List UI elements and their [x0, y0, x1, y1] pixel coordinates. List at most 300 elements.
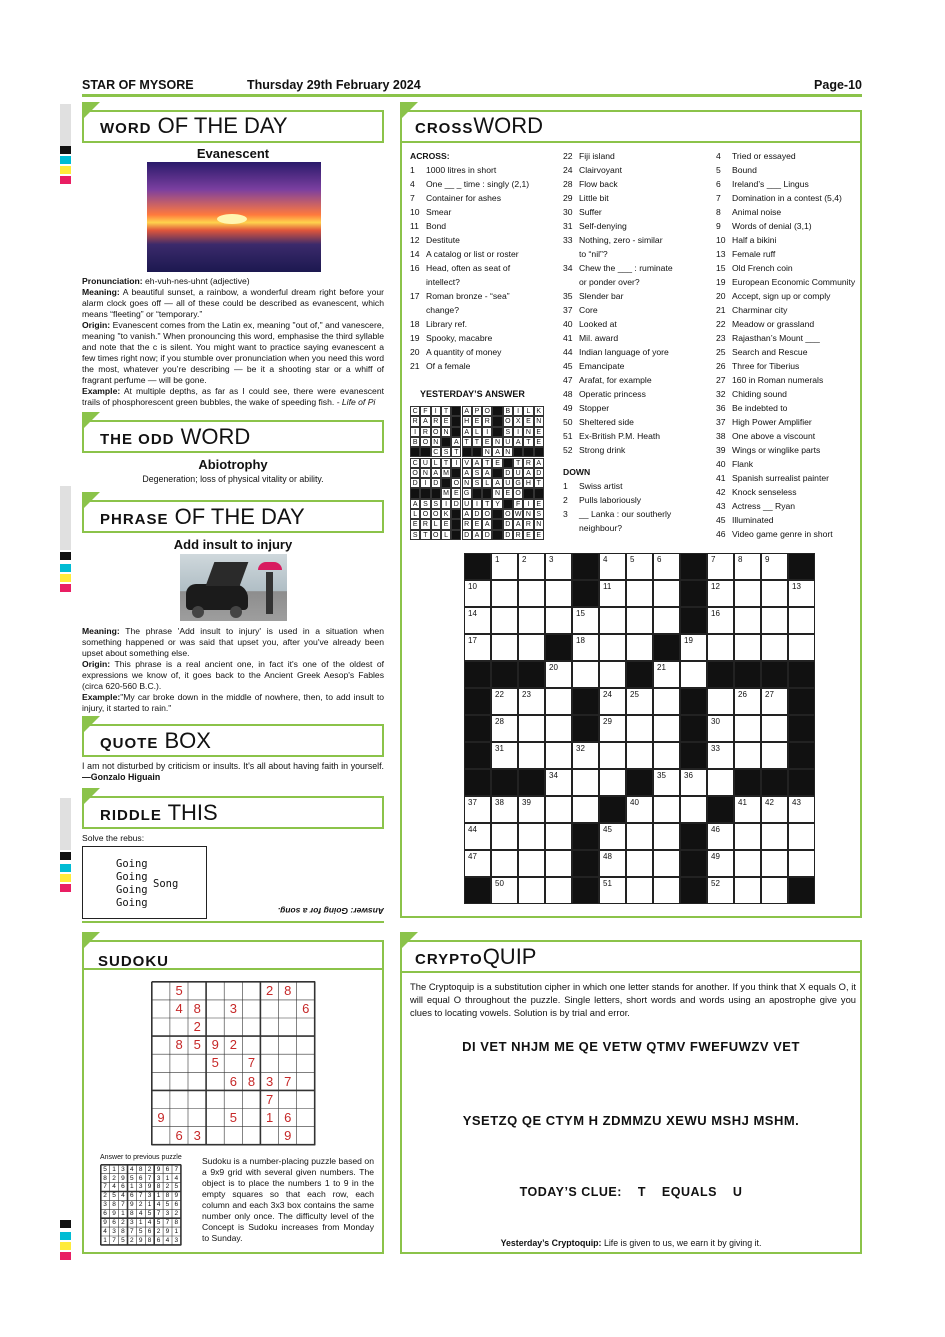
crossword-cell[interactable] — [653, 553, 680, 580]
crossword-cell[interactable] — [518, 634, 545, 661]
crossword-cell[interactable] — [572, 769, 599, 796]
answer-cell: T — [441, 406, 451, 416]
sudoku-answer-cell: 8 — [129, 1210, 134, 1218]
sudoku-answer-cell: 5 — [174, 1183, 179, 1191]
answer-cell: R — [420, 427, 430, 437]
cell-number: 2 — [522, 555, 527, 564]
crossword-cell[interactable] — [518, 553, 545, 580]
crossword-cell — [734, 661, 761, 688]
answer-cell: O — [410, 468, 420, 478]
answer-cell: N — [523, 427, 533, 437]
crossword-cell[interactable] — [788, 823, 815, 850]
crossword-cell — [518, 769, 545, 796]
answer-cell: D — [431, 478, 441, 488]
clue: 1 Swiss artist — [563, 481, 623, 491]
clue: 43 Actress __ Ryan — [716, 501, 796, 511]
crossword-cell[interactable] — [653, 877, 680, 904]
crossword-cell[interactable] — [572, 742, 599, 769]
cell-number: 42 — [765, 798, 774, 807]
reg-mark-magenta — [60, 176, 71, 184]
crossword-cell[interactable] — [788, 796, 815, 823]
crossword-cell[interactable] — [734, 850, 761, 877]
reg-mark-cyan — [60, 564, 71, 572]
answer-cell: W — [514, 511, 522, 518]
crossword-cell[interactable] — [545, 877, 572, 904]
clue: 49 Stopper — [563, 403, 610, 413]
sudoku-answer-cell: 1 — [121, 1210, 125, 1218]
clue: 44 Indian language of yore — [563, 347, 669, 357]
sudoku-answer-cell: 2 — [156, 1227, 161, 1235]
crossword-cell[interactable] — [707, 580, 734, 607]
crossword-cell[interactable] — [680, 634, 707, 661]
crossword-cell[interactable] — [707, 634, 734, 661]
answer-cell: S — [410, 530, 420, 540]
clue: 36 Be indebted to — [716, 403, 788, 413]
crossword-cell[interactable] — [734, 580, 761, 607]
word-of-day-body: Pronunciation: eh-vuh-nes-uhnt (adjective) Meaning: A beautiful sunset, a rainbow, a wonderful dream right before your alarm clock goes off — all of these could be described as evanescent, which means “fleeting” or “temporary.” Origin: Evanescent comes from the Latin ex, meaning "out of," and vanescere, meaning "to vanish." When pronouncing this word, emphasise the third syllable and note that the c is silent. You might want to practice saying evanescent a few times right now; if you stumble over pronunciation when you need this word the most, whatever you’re describing — be it a shooting star or a whiff of fragrant perfume — will be gone. Example: At multiple depths, as far as I could see, there were evanescent trails of phosphorescent green bubbles, the wake of speeding fish. - Life of Pi — [82, 276, 384, 407]
reg-mark-yellow — [60, 166, 71, 174]
crossword-cell[interactable] — [653, 823, 680, 850]
crossword-cell[interactable] — [545, 661, 572, 688]
cell-number: 35 — [657, 771, 666, 780]
clue: 34 Chew the ___ : ruminate — [563, 263, 673, 273]
crossword-cell[interactable] — [545, 688, 572, 715]
clue: 6 Ireland’s ___ Lingus — [716, 179, 809, 189]
riddle-title: RIDDLE THIS — [100, 800, 218, 825]
crossword-cell[interactable] — [761, 688, 788, 715]
clue: 4 One __ _ time : singly (2,1) — [410, 179, 530, 189]
answer-cell — [410, 447, 420, 457]
crossword-cell[interactable] — [545, 607, 572, 634]
clue: 50 Sheltered side — [563, 417, 634, 427]
crossword-cell[interactable] — [464, 850, 491, 877]
crossword-cell — [464, 661, 491, 688]
sudoku-answer-cell: 6 — [112, 1219, 116, 1226]
crossword-cell[interactable] — [545, 769, 572, 796]
sudoku-answer-cell: 6 — [129, 1192, 134, 1200]
answer-cell: X — [513, 416, 523, 426]
crossword-cell[interactable] — [626, 688, 653, 715]
cell-number: 10 — [468, 582, 477, 591]
clue: 41 Spanish surrealist painter — [716, 473, 829, 483]
sudoku-answer-cell: 9 — [138, 1236, 143, 1244]
cell-number: 15 — [576, 609, 585, 618]
cell-number: 43 — [792, 798, 801, 807]
sudoku-description: Sudoku is a number-placing puzzle based on a 9x9 grid with several given numbers. The object is to place the numbers 1 to 9 in the empty squares so that each row, each column and each 3x3 box contains the same number only once. The difficulty level of the Concept is Sudoku increases from Monday to Sunday. — [202, 1156, 374, 1243]
answer-cell: L — [431, 519, 441, 529]
crossword-cell[interactable] — [464, 580, 491, 607]
sudoku-given: 8 — [247, 1073, 256, 1089]
cell-number: 19 — [684, 636, 693, 645]
clue: 21 Charminar city — [716, 305, 788, 315]
answer-cell: I — [431, 406, 441, 416]
sudoku-answer-cell: 3 — [138, 1183, 143, 1191]
cell-number: 1 — [495, 555, 500, 564]
crossword-cell[interactable] — [626, 823, 653, 850]
answer-cell: E — [523, 530, 533, 540]
crossword-cell — [788, 661, 815, 688]
answer-cell: T — [472, 437, 482, 447]
yesterday-cryptoquip: Yesterday’s Cryptoquip: Life is given to us, we earn it by giving it. — [500, 1238, 762, 1248]
crossword-cell[interactable] — [599, 580, 626, 607]
answer-cell: K — [441, 509, 451, 519]
crossword-cell[interactable] — [707, 769, 734, 796]
answer-cell — [462, 447, 472, 457]
crossword-cell[interactable] — [491, 580, 518, 607]
cryptoquip-line-2: YSETZQ QE CTYM H ZDMMZU XEWU MSHJ MSHM. — [462, 1113, 800, 1128]
clue: 23 Rajasthan’s Mount ___ — [716, 333, 820, 343]
crossword-cell — [572, 553, 599, 580]
crossword-cell[interactable] — [761, 553, 788, 580]
crossword-cell[interactable] — [599, 742, 626, 769]
cell-number: 39 — [522, 798, 531, 807]
answer-cell: I — [441, 499, 451, 509]
crossword-cell[interactable] — [599, 823, 626, 850]
crossword-cell[interactable] — [626, 580, 653, 607]
answer-cell: E — [472, 416, 482, 426]
cell-number: 8 — [738, 555, 743, 564]
crossword-cell[interactable] — [653, 715, 680, 742]
crossword-cell[interactable] — [653, 850, 680, 877]
answer-cell — [492, 530, 502, 540]
answer-cell: L — [523, 406, 533, 416]
sudoku-answer-cell: 4 — [103, 1227, 107, 1235]
crossword-cell[interactable] — [734, 607, 761, 634]
crossword-cell[interactable] — [734, 688, 761, 715]
crossword-cell[interactable] — [734, 796, 761, 823]
answer-cell: L — [472, 427, 482, 437]
reg-mark-magenta — [60, 584, 71, 592]
clue: 42 Knock senseless — [716, 487, 797, 497]
sudoku-answer-cell: 7 — [174, 1165, 179, 1173]
cell-number: 31 — [495, 744, 504, 753]
answer-cell: I — [410, 427, 420, 437]
crossword-cell — [680, 715, 707, 742]
answer-cell: L — [482, 478, 492, 488]
crossword-cell — [707, 796, 734, 823]
answer-cell: A — [472, 530, 482, 540]
clue: 11 Bond — [410, 221, 447, 231]
answer-cell: E — [534, 530, 544, 540]
crossword-cell — [788, 715, 815, 742]
clue: 47 Arafat, for example — [563, 375, 652, 385]
sudoku-answer-cell: 6 — [147, 1227, 152, 1235]
crossword-cell[interactable] — [761, 715, 788, 742]
crossword-cell[interactable] — [599, 661, 626, 688]
answer-cell — [534, 447, 544, 457]
crossword-cell[interactable] — [491, 742, 518, 769]
crossword-cell[interactable] — [734, 823, 761, 850]
crossword-cell[interactable] — [707, 607, 734, 634]
answer-cell — [472, 447, 482, 457]
sudoku-answer-cell: 2 — [147, 1165, 152, 1173]
crossword-cell[interactable] — [788, 634, 815, 661]
cell-number: 38 — [495, 798, 504, 807]
reg-mark-cyan — [60, 1232, 71, 1240]
crossword-cell[interactable] — [599, 688, 626, 715]
answer-cell: N — [420, 468, 430, 478]
car-breakdown-image — [180, 554, 287, 621]
answer-cell: M — [441, 468, 451, 478]
answer-cell — [503, 458, 513, 468]
clue: 2 Pulls laboriously — [563, 495, 642, 505]
crossword-cell — [464, 553, 491, 580]
margin-bar — [60, 104, 71, 146]
riddle-bottom-rule — [82, 921, 384, 923]
crossword-cell[interactable] — [572, 634, 599, 661]
answer-cell: O — [420, 437, 430, 447]
crossword-cell[interactable] — [653, 796, 680, 823]
answer-cell: T — [523, 437, 533, 447]
answer-cell: A — [451, 437, 461, 447]
clue: 9 Words of denial (3,1) — [716, 221, 812, 231]
phrase-of-day-phrase: Add insult to injury — [173, 537, 293, 552]
crossword-cell[interactable] — [599, 850, 626, 877]
crossword-cell[interactable] — [680, 796, 707, 823]
crossword-cell[interactable] — [761, 850, 788, 877]
crossword-cell[interactable] — [788, 580, 815, 607]
clue: 19 European Economic Community — [716, 277, 856, 287]
reg-mark-cyan — [60, 864, 71, 872]
answer-cell: T — [482, 499, 492, 509]
answer-cell: E — [534, 437, 544, 447]
answer-cell: M — [441, 488, 451, 498]
answer-cell: T — [441, 458, 451, 468]
crossword-cell[interactable] — [761, 796, 788, 823]
sudoku-answer-cell: 3 — [165, 1210, 170, 1218]
crossword-cell[interactable] — [491, 634, 518, 661]
margin-bar — [60, 798, 71, 850]
crossword-cell[interactable] — [653, 607, 680, 634]
reg-mark-yellow — [60, 874, 71, 882]
crossword-cell[interactable] — [626, 742, 653, 769]
sudoku-answer-cell: 3 — [156, 1174, 161, 1182]
crossword-cell[interactable] — [734, 742, 761, 769]
crossword-cell[interactable] — [491, 823, 518, 850]
cell-number: 36 — [684, 771, 693, 780]
crossword-cell[interactable] — [599, 634, 626, 661]
cell-number: 23 — [522, 690, 531, 699]
answer-cell: A — [462, 468, 472, 478]
sudoku-answer-cell: 2 — [121, 1219, 125, 1226]
answer-cell: A — [410, 499, 420, 509]
crossword-title: CROSSWORD — [415, 113, 543, 138]
crossword-cell[interactable] — [788, 607, 815, 634]
crossword-cell — [680, 553, 707, 580]
crossword-cell[interactable] — [707, 823, 734, 850]
crossword-cell[interactable] — [626, 796, 653, 823]
crossword-cell[interactable] — [734, 877, 761, 904]
crossword-cell[interactable] — [491, 796, 518, 823]
crossword-cell[interactable] — [545, 715, 572, 742]
crossword-cell[interactable] — [545, 742, 572, 769]
crossword-cell[interactable] — [572, 607, 599, 634]
answer-cell: A — [472, 458, 482, 468]
sudoku-answer-cell: 7 — [156, 1210, 161, 1218]
sudoku-answer-cell: 9 — [165, 1227, 170, 1235]
sudoku-answer-cell: 4 — [165, 1236, 170, 1244]
crossword-cell[interactable] — [653, 742, 680, 769]
answer-cell: T — [451, 447, 461, 457]
sudoku-answer-cell: 2 — [129, 1236, 134, 1244]
clue: change? — [426, 305, 459, 315]
crossword-cell[interactable] — [545, 796, 572, 823]
answer-cell: E — [492, 458, 502, 468]
crossword-cell[interactable] — [653, 580, 680, 607]
sudoku-answer-cell: 2 — [174, 1210, 179, 1218]
sudoku-answer-cell: 8 — [165, 1192, 170, 1200]
crossword-cell[interactable] — [491, 688, 518, 715]
crossword-cell[interactable] — [707, 850, 734, 877]
crossword-cell[interactable] — [626, 634, 653, 661]
crossword-cell[interactable] — [707, 877, 734, 904]
answer-cell: T — [482, 458, 492, 468]
sudoku-answer-cell: 4 — [112, 1183, 116, 1191]
answer-cell: B — [503, 406, 513, 416]
crossword-cell[interactable] — [572, 661, 599, 688]
crossword-cell[interactable] — [518, 877, 545, 904]
clue: 29 Little bit — [563, 193, 609, 203]
crossword-cell[interactable] — [626, 607, 653, 634]
crossword-cell[interactable] — [518, 796, 545, 823]
crossword-cell[interactable] — [464, 634, 491, 661]
crossword-cell — [626, 661, 653, 688]
crossword-cell[interactable] — [545, 553, 572, 580]
rebus-word: Going — [116, 884, 148, 896]
answer-cell — [534, 488, 544, 498]
crossword-cell[interactable] — [761, 634, 788, 661]
sudoku-answer-cell: 3 — [174, 1236, 179, 1244]
clue: 45 Illuminated — [716, 515, 774, 525]
crossword-cell[interactable] — [707, 688, 734, 715]
crossword-cell[interactable] — [599, 607, 626, 634]
cell-number: 49 — [711, 852, 720, 861]
crossword-cell[interactable] — [599, 553, 626, 580]
crossword-cell[interactable] — [707, 742, 734, 769]
crossword-cell[interactable] — [545, 580, 572, 607]
crossword-cell[interactable] — [599, 769, 626, 796]
sudoku-given: 6 — [284, 1109, 292, 1125]
crossword-cell — [572, 715, 599, 742]
crossword-cell[interactable] — [788, 850, 815, 877]
crossword-cell[interactable] — [518, 742, 545, 769]
clue: 8 Animal noise — [716, 207, 782, 217]
riddle-answer: Answer: Going for a song. — [277, 906, 384, 916]
reg-mark-black — [60, 552, 71, 560]
down-heading: DOWN — [563, 467, 591, 477]
crossword-cell — [680, 742, 707, 769]
sudoku-answer-cell: 6 — [103, 1210, 107, 1218]
crossword-cell[interactable] — [491, 850, 518, 877]
crossword-cell[interactable] — [518, 850, 545, 877]
cell-number: 17 — [468, 636, 477, 645]
crossword-cell[interactable] — [545, 823, 572, 850]
answer-cell: A — [492, 478, 502, 488]
answer-cell: A — [523, 468, 533, 478]
cell-number: 22 — [495, 690, 504, 699]
crossword-cell[interactable] — [464, 607, 491, 634]
crossword-cell[interactable] — [707, 715, 734, 742]
answer-cell: S — [503, 427, 513, 437]
sudoku-answer-cell: 1 — [138, 1219, 143, 1226]
answer-cell: R — [420, 519, 430, 529]
crossword-cell[interactable] — [761, 742, 788, 769]
crossword-cell[interactable] — [491, 877, 518, 904]
answer-cell — [492, 509, 502, 519]
crossword-cell[interactable] — [761, 877, 788, 904]
crossword-cell[interactable] — [707, 553, 734, 580]
odd-word-definition: Degeneration; loss of physical vitality or ability. — [142, 474, 324, 484]
clue: 19 Spooky, macabre — [410, 333, 493, 343]
crossword-cell — [653, 634, 680, 661]
crossword-cell[interactable] — [734, 634, 761, 661]
cryptoquip-clue: TODAY’S CLUE: T EQUALS U — [519, 1185, 743, 1199]
sudoku-answer-cell: 8 — [156, 1183, 161, 1191]
answer-cell: G — [462, 488, 472, 498]
sudoku-answer-cell: 8 — [121, 1227, 125, 1235]
cell-number: 3 — [549, 555, 554, 564]
sudoku-answer-label: Answer to previous puzzle — [100, 1154, 182, 1161]
sudoku-answer-cell: 9 — [121, 1174, 125, 1182]
answer-cell — [410, 488, 420, 498]
cell-number: 44 — [468, 825, 477, 834]
crossword-cell[interactable] — [491, 607, 518, 634]
yesterday-answer-label: YESTERDAY’S ANSWER — [420, 389, 525, 399]
crossword-cell[interactable] — [653, 661, 680, 688]
crossword-cell[interactable] — [464, 823, 491, 850]
crossword-cell[interactable] — [626, 715, 653, 742]
crossword-cell[interactable] — [464, 796, 491, 823]
cell-number: 37 — [468, 798, 477, 807]
crossword-cell[interactable] — [680, 769, 707, 796]
crossword-cell[interactable] — [680, 661, 707, 688]
answer-cell: O — [482, 509, 492, 519]
clue: 26 Three for Tiberius — [716, 361, 800, 371]
sudoku-answer-cell: 4 — [147, 1219, 152, 1226]
crossword-cell — [788, 769, 815, 796]
crossword-cell[interactable] — [653, 688, 680, 715]
crossword-cell[interactable] — [761, 580, 788, 607]
crossword-cell[interactable] — [626, 877, 653, 904]
crossword-cell[interactable] — [491, 715, 518, 742]
answer-cell: V — [462, 458, 472, 468]
crossword-cell[interactable] — [545, 850, 572, 877]
crossword-cell[interactable] — [599, 715, 626, 742]
clue: 14 A catalog or list or roster — [410, 249, 519, 259]
crossword-cell[interactable] — [626, 850, 653, 877]
cell-number: 45 — [603, 825, 612, 834]
crossword-cell[interactable] — [491, 553, 518, 580]
crossword-cell[interactable] — [518, 823, 545, 850]
crossword-cell[interactable] — [734, 715, 761, 742]
crossword-cell[interactable] — [599, 877, 626, 904]
crossword-cell[interactable] — [761, 607, 788, 634]
answer-cell: D — [503, 519, 513, 529]
crossword-cell[interactable] — [761, 823, 788, 850]
crossword-cell[interactable] — [653, 769, 680, 796]
crossword-cell[interactable] — [518, 607, 545, 634]
crossword-cell[interactable] — [518, 688, 545, 715]
crossword-cell[interactable] — [518, 580, 545, 607]
crossword-cell — [788, 742, 815, 769]
crossword-cell[interactable] — [734, 553, 761, 580]
answer-cell: N — [462, 478, 472, 488]
crossword-cell[interactable] — [572, 796, 599, 823]
crossword-cell[interactable] — [626, 553, 653, 580]
crossword-cell[interactable] — [518, 715, 545, 742]
answer-cell — [492, 519, 502, 529]
cell-number: 46 — [711, 825, 720, 834]
